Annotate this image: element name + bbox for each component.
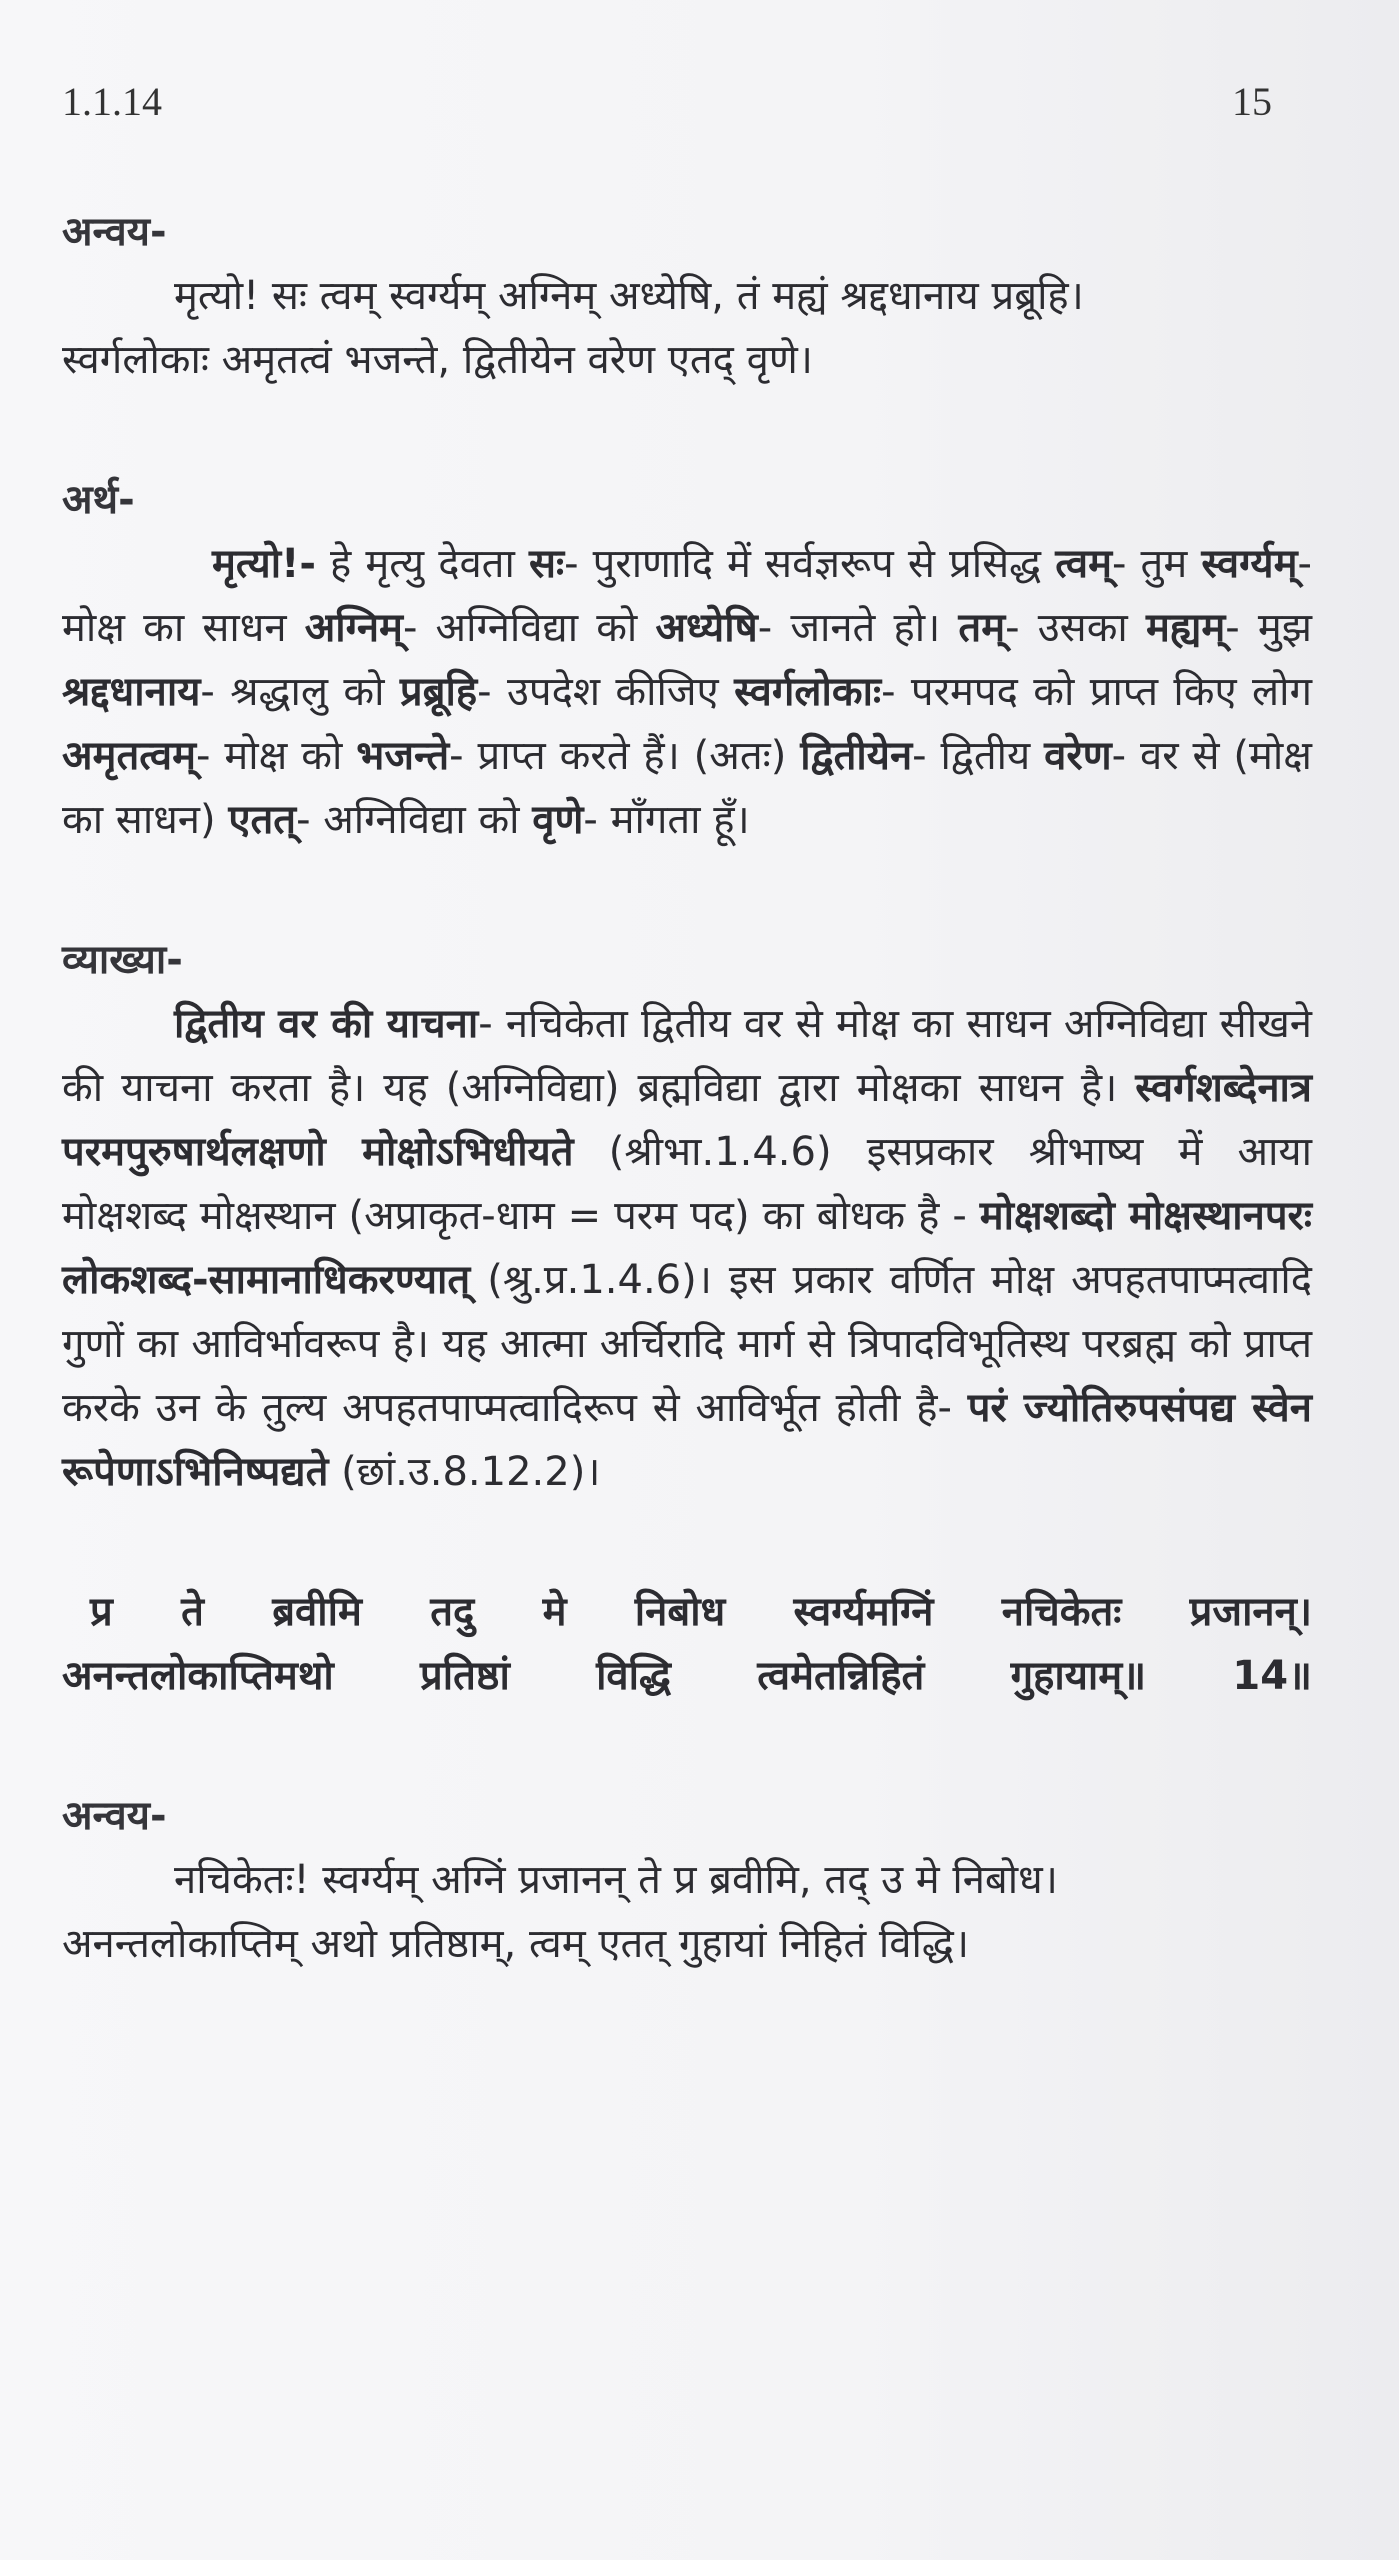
spacer [62,1504,1312,1580]
bold-term: एतत् [228,797,297,843]
bold-term: अध्येषि [655,605,758,651]
bold-term: वृणे [532,797,584,843]
bold-term: भजन्ते [356,733,450,779]
bold-term: अग्निम् [304,605,403,651]
gloss-text: - तुम [1112,541,1202,587]
gloss-text: - प्राप्त करते हैं। (अतः) [449,733,801,779]
bold-term: मह्यम् [1145,605,1226,651]
gloss-text: (श्रु.प्र.1.4.6)। इस प्रकार वर्णित मोक्ष अपहतपाप्मत्वादि गुणों का आविर्भावरूप है। यह आत्मा अर्चिरादि मार्ग से त्रिपादविभूतिस्थ परब्रह्म को प्राप्त करके उन के तुल्य अपहतपाप्मत्वादिरूप से आविर्भूत होती है- [62,1257,1312,1431]
gloss-text: - अग्निविद्या को [296,797,533,843]
bold-term: स्वर्ग्यम् [1201,541,1298,587]
page-header [62,78,1272,125]
anvaya-heading: अन्वय- [62,1793,167,1839]
vyakhya-paragraph [62,992,1312,1504]
bold-term: त्वम् [1055,541,1113,587]
gloss-text: - उसका [1005,605,1146,651]
vyakhya-heading: व्याख्या- [62,937,183,983]
gloss-text: हे मृत्यु देवता [315,541,529,587]
bold-term: मोक्षशब्दो मोक्षस्थानपरः लोकशब्द-सामानाधिकरण्यात् [62,1193,1312,1303]
page-number: 15 [1232,79,1272,124]
spacer [62,1708,1312,1784]
bold-term: तम् [958,605,1006,651]
bold-term: प्रब्रूहि [399,669,478,715]
bold-term: अमृतत्वम् [62,733,197,779]
gloss-text: - पुराणादि में सर्वज्ञरूप से प्रसिद्ध [564,541,1056,587]
bold-term: वरेण [1044,733,1112,779]
section-reference: 1.1.14 [62,79,162,124]
gloss-text: - वर से (मोक्ष का साधन) [62,733,1312,843]
bold-term: श्रद्दधानाय [62,669,201,715]
gloss-text: - परमपद को प्राप्त किए लोग [881,669,1313,715]
spacer [62,392,1312,468]
anvaya-heading: अन्वय- [62,209,167,255]
gloss-text: (छां.उ.8.12.2)। [328,1449,601,1495]
gloss-text: - मोक्ष को [196,733,357,779]
gloss-text: - मुझ [1225,605,1313,651]
bold-term: मृत्यो!- [212,541,316,587]
verse-line: अनन्तलोकाप्तिमथो प्रतिष्ठां विद्धि त्वमेतन्निहितं गुहायाम्॥ 14॥ [62,1653,1312,1699]
gloss-text: - अग्निविद्या को [402,605,656,651]
bold-term: द्वितीयेन [800,733,913,779]
spacer [62,852,1312,928]
gloss-text: - श्रद्धालु को [200,669,400,715]
artha-paragraph [62,532,1312,852]
bold-term: स्वर्गशब्देनात्र परमपुरुषार्थलक्षणो मोक्षोऽभिधीयते [62,1065,1312,1175]
anvaya-line: अनन्तलोकाप्तिम् अथो प्रतिष्ठाम्, त्वम् एतत् गुहायां निहितं विद्धि। [62,1921,969,1967]
bold-term: परं ज्योतिरुपसंपद्य स्वेन रूपेणाऽभिनिष्पद्यते [62,1385,1312,1495]
anvaya-line: नचिकेतः! स्वर्ग्यम् अग्निं प्रजानन् ते प्र ब्रवीमि, तद् उ मे निबोध। [174,1857,1058,1903]
gloss-text: - माँगता हूँ। [583,797,750,843]
gloss-text: - मोक्ष का साधन [62,541,1312,651]
gloss-text: - नचिकेता द्वितीय वर से मोक्ष का साधन अग्निविद्या सीखने की याचना करता है। यह (अग्निविद्या) ब्रह्मविद्या द्वारा मोक्षका साधन है। [62,1001,1312,1111]
gloss-text: - जानते हो। [757,605,959,651]
verse-line: प्र ते ब्रवीमि तदु मे निबोध स्वर्ग्यमग्निं नचिकेतः प्रजानन्। [90,1589,1312,1635]
bold-term: स्वर्गलोकाः [734,669,882,715]
gloss-text: (श्रीभा.1.4.6) इसप्रकार श्रीभाष्य में आया मोक्षशब्द मोक्षस्थान (अप्राकृत-धाम = परम पद) का बोधक है - [62,1129,1312,1239]
anvaya-line: मृत्यो! सः त्वम् स्वर्ग्यम् अग्निम् अध्येषि, तं मह्यं श्रद्दधानाय प्रब्रूहि। [174,273,1084,319]
bold-term: सः [528,541,565,587]
anvaya-line: स्वर्गलोकाः अमृतत्वं भजन्ते, द्वितीयेन वरेण एतद् वृणे। [62,337,813,383]
gloss-text: - द्वितीय [912,733,1045,779]
artha-heading: अर्थ- [62,477,135,523]
page-content [62,200,1312,1976]
bold-term: द्वितीय वर की याचना [174,1001,479,1047]
gloss-text: - उपदेश कीजिए [477,669,735,715]
